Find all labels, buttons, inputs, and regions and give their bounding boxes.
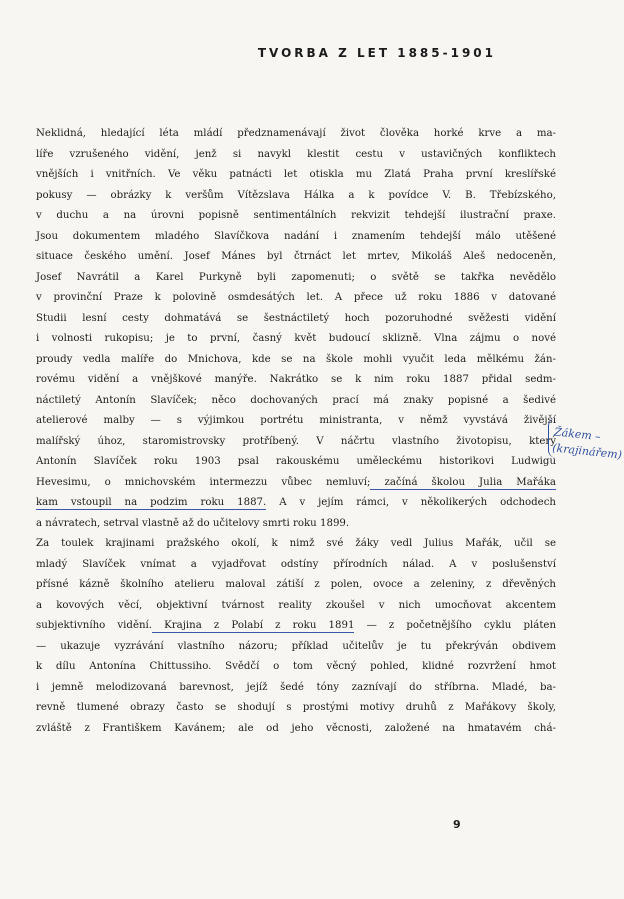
marginal-note-line: Žákem –: [553, 425, 602, 444]
text-line-with-underline: [36, 493, 556, 514]
text-line: i jemně melodizovaná barevnost, jejíž šedé tóny zaznívají do stříbrna. Mladé, ba-: [36, 681, 556, 693]
body-text: [36, 124, 556, 739]
text-line: Neklidná, hledající léta mládí předznamenávají život člověka horké krve a ma-: [36, 128, 556, 139]
running-head: TVORBA Z LET 1885-1901: [257, 46, 496, 60]
text-line: k dílu Antonína Chittussiho. Svědčí o tom věcný pohled, klidné rozvržení hmot: [36, 661, 556, 672]
text-line: líře vzrušeného vidění, jenž si navykl klestit cestu v ustavičných konfliktech: [36, 148, 556, 160]
text-line: Josef Navrátil a Karel Purkyně byli zapomenuti; o světě se takřka nevědělo: [36, 271, 556, 283]
text-line-with-underline: [36, 473, 556, 494]
text-line: pokusy — obrázky k veršům Vítězslava Hálka a k povídce V. B. Třebízského,: [36, 189, 556, 201]
underlined-phrase: začíná školou Julia Mařáka: [370, 476, 556, 488]
text-line: vnějších i vnitřních. Ve věku patnácti let otiskla mu Zlatá Praha první kreslířské: [36, 169, 556, 180]
underlined-phrase: Krajina z Polabí z roku 1891: [152, 620, 355, 631]
text-line: situace českého umění. Josef Mánes byl čtrnáct let mrtev, Mikoláš Aleš nedoceněn,: [36, 251, 556, 262]
text-fragment: A v jejím rámci, v několikerých odchodech: [266, 497, 556, 508]
handwritten-marginal-note: [552, 424, 624, 463]
text-fragment: subjektivního vidění.: [36, 620, 153, 631]
text-line: atelierové malby — s výjimkou portrétu ministranta, v němž vyvstává živější: [36, 415, 556, 426]
text-line: zvláště z Františkem Kavánem; ale od jeho věcnosti, založené na hmatavém chá-: [36, 722, 556, 734]
page-number: 9: [453, 818, 461, 831]
text-line: revně tlumené obrazy často se shodují s prostými motivy druhů z Mařákovy školy,: [36, 702, 556, 713]
text-line: proudy vedla malíře do Mnichova, kde se na škole mohli vyučit leda mělkému žán-: [36, 353, 556, 365]
text-line: malířský úhoz, staromistrovsky protříbený. V náčrtu vlastního životopisu, který: [36, 435, 556, 447]
text-fragment: Hevesimu, o mnichovském intermezzu vůbec nemluví;: [36, 476, 371, 488]
text-line: Antonín Slavíček roku 1903 psal rakouskému uměleckému historikovi Ludwigu: [36, 456, 556, 467]
marginal-note-line: (krajinářem): [551, 441, 623, 462]
text-line: v provinční Praze k polovině osmdesátých let. A přece už roku 1886 v datované: [36, 292, 556, 303]
text-line: Studii lesní cesty dohmatává se šestnáctiletý hoch pozoruhodné svěžesti vidění: [36, 312, 556, 324]
text-line: Jsou dokumentem mladého Slavíčkova nadání i znamením tehdejší málo utěšené: [36, 230, 556, 242]
text-fragment: — z početnějšího cyklu pláten: [354, 620, 557, 631]
text-line: náctiletý Antonín Slavíček; něco dochovaných prací má znaky popisné a šedivé: [36, 394, 556, 406]
text-line: rovému vidění a vnějškové manýře. Nakrátko se k nim roku 1887 přidal sedm-: [36, 374, 556, 385]
text-line-with-underline: [36, 616, 556, 637]
text-line: mladý Slavíček vnímat a vyjadřovat odstíny přírodních nálad. A v poslušenství: [36, 558, 556, 570]
text-line: — ukazuje vyzrávání vlastního názoru; příklad učitelův je tu překrýván obdivem: [36, 640, 556, 652]
text-line: a návratech, setrval vlastně až do učitelovy smrti roku 1899.: [36, 517, 350, 529]
text-line: i volnosti rukopisu; je to první, časný květ budoucí sklizně. Vlna zájmu o nové: [36, 333, 556, 344]
text-line: přísné kázně školního atelieru maloval zátiší z polen, ovoce a zeleniny, z dřevěných: [36, 579, 556, 590]
text-line: v duchu a na úrovni popisně sentimentálních rekvizit tehdejší ilustrační praxe.: [36, 210, 556, 221]
text-line: a kovových věcí, objektivní tvárnost reality zkoušel v nich umocňovat akcentem: [36, 599, 556, 611]
underlined-phrase: kam vstoupil na podzim roku 1887.: [36, 497, 267, 508]
text-line: Za toulek krajinami pražského okolí, k nimž své žáky vedl Julius Mařák, učil se: [36, 538, 556, 549]
